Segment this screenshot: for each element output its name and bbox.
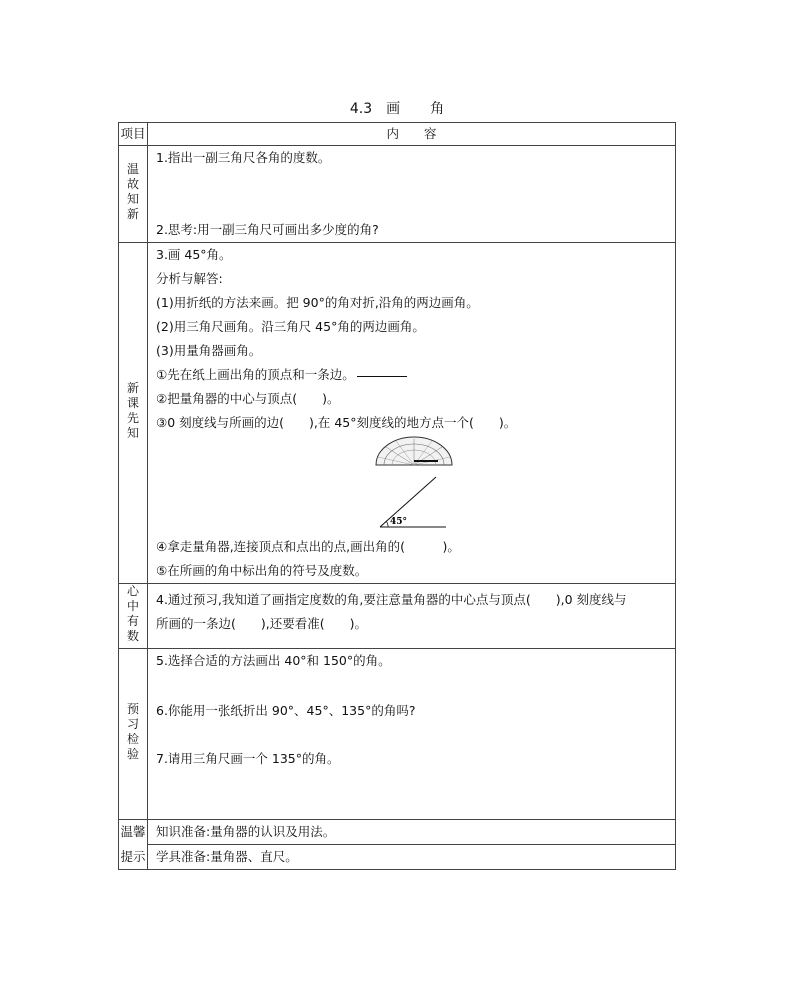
label-tips-1-text: 温馨 xyxy=(120,824,146,840)
lesson-table xyxy=(118,122,676,870)
step-1 xyxy=(156,363,669,387)
method-1: (1)用折纸的方法来画。把 90°的角对折,沿角的两边画角。 xyxy=(156,295,479,310)
tip-1 xyxy=(148,820,676,845)
question-3: 3.画 45°角。 xyxy=(156,247,232,262)
lesson-number: 4.3 xyxy=(349,101,373,117)
step-4: ④拿走量角器,连接顶点和点出的点,画出角的( )。 xyxy=(156,539,460,554)
tip-2 xyxy=(148,845,676,870)
question-1: 1.指出一副三角尺各角的度数。 xyxy=(156,150,331,165)
row-tips-1 xyxy=(119,820,676,845)
question-4-line-2: 所画的一条边( ),还要看准( )。 xyxy=(156,616,367,631)
answer-space-5 xyxy=(156,673,669,699)
answer-space-1 xyxy=(156,170,669,218)
header-item xyxy=(119,123,148,146)
header-item-label: 项目 xyxy=(120,126,146,141)
row-check xyxy=(119,649,676,820)
step-1-text: ①先在纸上画出角的顶点和一条边。 xyxy=(156,367,355,382)
label-mind xyxy=(119,584,148,649)
drawn-ray-line xyxy=(357,375,407,377)
label-new-text: 新课先知 xyxy=(126,381,139,440)
tip-2-text: 学具准备:量角器、直尺。 xyxy=(156,849,298,864)
question-5: 5.选择合适的方法画出 40°和 150°的角。 xyxy=(156,653,391,668)
protractor-figure xyxy=(156,435,669,535)
protractor-icon xyxy=(376,437,452,465)
row-new xyxy=(119,243,676,584)
step-3: ③0 刻度线与所画的边( ),在 45°刻度线的地方点一个( )。 xyxy=(156,415,517,430)
content-new xyxy=(148,243,676,584)
analysis-heading: 分析与解答: xyxy=(156,271,223,286)
row-tips-2 xyxy=(119,845,676,870)
label-mind-text: 心中有数 xyxy=(126,584,139,643)
method-3: (3)用量角器画角。 xyxy=(156,343,262,358)
protractor-diagram xyxy=(374,435,454,531)
page-title xyxy=(0,98,794,118)
label-tips-top xyxy=(119,820,148,845)
tip-1-text: 知识准备:量角器的认识及用法。 xyxy=(156,824,336,839)
angle-arc xyxy=(386,521,388,527)
label-review xyxy=(119,146,148,243)
row-review xyxy=(119,146,676,243)
step-5: ⑤在所画的角中标出角的符号及度数。 xyxy=(156,563,368,578)
label-tips-bottom xyxy=(119,845,148,870)
row-mind xyxy=(119,584,676,649)
content-check xyxy=(148,649,676,820)
header-content-label: 内 容 xyxy=(386,126,437,141)
method-2: (2)用三角尺画角。沿三角尺 45°角的两边画角。 xyxy=(156,319,425,334)
label-review-text: 温故知新 xyxy=(126,162,139,221)
angle-side-ray xyxy=(380,477,436,527)
question-6: 6.你能用一张纸折出 90°、45°、135°的角吗? xyxy=(156,703,416,718)
label-check-text: 预习检验 xyxy=(126,702,139,761)
header-row xyxy=(119,123,676,146)
answer-space-6 xyxy=(156,723,669,747)
content-review xyxy=(148,146,676,243)
question-7: 7.请用三角尺画一个 135°的角。 xyxy=(156,751,340,766)
content-mind xyxy=(148,584,676,649)
angle-degree-label: 45° xyxy=(390,517,408,527)
header-content xyxy=(148,123,676,146)
label-new xyxy=(119,243,148,584)
label-tips-2-text: 提示 xyxy=(120,848,146,864)
step-2: ②把量角器的中心与顶点( )。 xyxy=(156,391,340,406)
question-2: 2.思考:用一副三角尺可画出多少度的角? xyxy=(156,222,379,237)
question-4-line-1: 4.通过预习,我知道了画指定度数的角,要注意量角器的中心点与顶点( ),0 刻度线与 xyxy=(156,592,627,607)
label-check xyxy=(119,649,148,820)
title-word-1: 画 xyxy=(386,101,401,117)
title-word-2: 角 xyxy=(430,101,445,117)
